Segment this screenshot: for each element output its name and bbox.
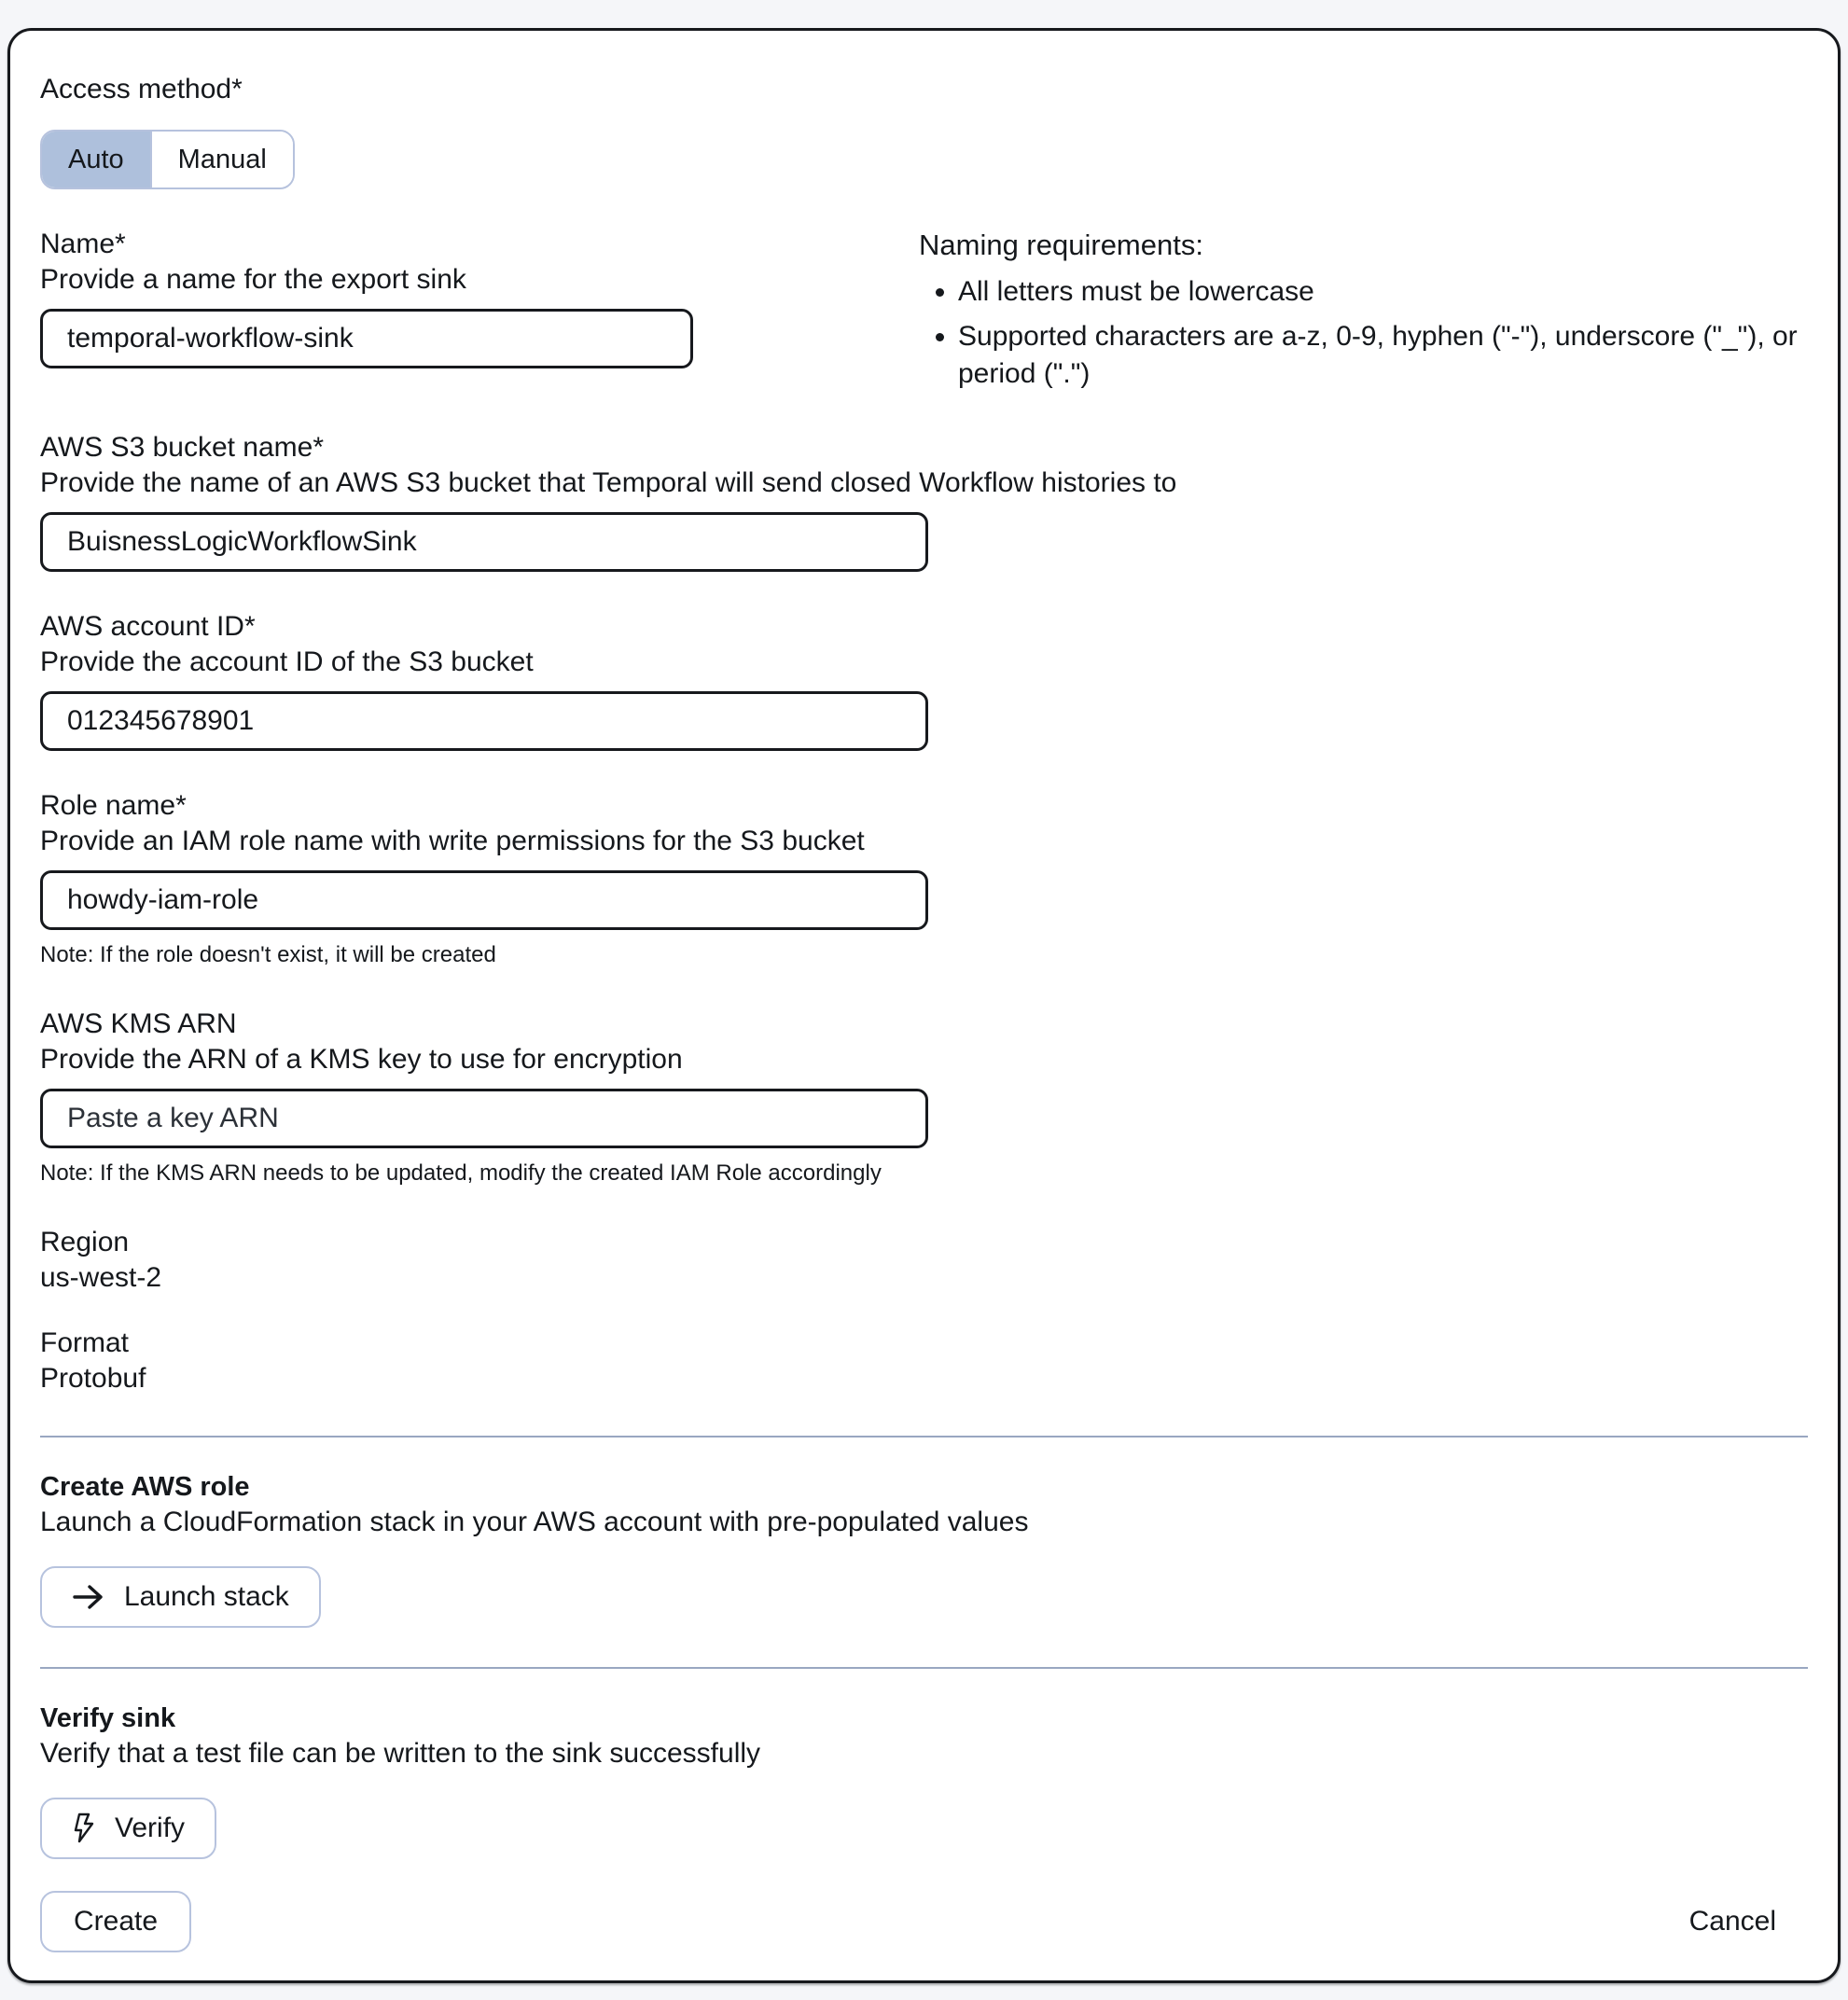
access-method-option-manual[interactable]: Manual: [150, 132, 293, 188]
arrow-right-icon: [72, 1582, 105, 1612]
account-id-input[interactable]: [40, 691, 928, 751]
format-label: Format: [40, 1327, 130, 1358]
region-value: us-west-2: [40, 1262, 162, 1293]
s3-bucket-description: Provide the name of an AWS S3 bucket that Temporal will send closed Workflow histories to: [40, 467, 1177, 498]
role-name-input[interactable]: [40, 870, 928, 930]
launch-stack-button-label: Launch stack: [124, 1581, 289, 1612]
role-name-field-group: [40, 788, 1808, 969]
name-and-requirements-row: [40, 227, 1808, 393]
naming-requirement-item: • All letters must be lowercase: [958, 273, 1802, 311]
kms-arn-field-group: [40, 1007, 1808, 1188]
create-aws-role-title: Create AWS role: [40, 1472, 250, 1502]
section-divider: [40, 1436, 1808, 1438]
launch-stack-button[interactable]: [40, 1566, 321, 1628]
s3-bucket-field-group: [40, 430, 1808, 572]
form-footer: [40, 1891, 1808, 1952]
account-id-label: AWS account ID*: [40, 611, 256, 642]
access-method-toggle: [40, 130, 295, 189]
name-field-group: [40, 227, 693, 368]
kms-arn-label: AWS KMS ARN: [40, 1008, 237, 1039]
create-aws-role-section: [40, 1469, 1808, 1628]
naming-requirement-item: • Supported characters are a-z, 0-9, hyphen ("-"), underscore ("_"), or period ("."): [958, 318, 1802, 393]
account-id-description: Provide the account ID of the S3 bucket: [40, 646, 534, 677]
create-button[interactable]: Create: [40, 1891, 191, 1952]
kms-arn-description: Provide the ARN of a KMS key to use for encryption: [40, 1044, 683, 1075]
name-input[interactable]: [40, 309, 693, 368]
role-name-description: Provide an IAM role name with write permissions for the S3 bucket: [40, 826, 865, 856]
verify-sink-title: Verify sink: [40, 1703, 176, 1733]
access-method-option-auto[interactable]: Auto: [42, 132, 150, 188]
account-id-field-group: [40, 609, 1808, 751]
verify-button[interactable]: [40, 1798, 216, 1859]
format-value: Protobuf: [40, 1363, 146, 1394]
region-label: Region: [40, 1227, 130, 1257]
access-method-label: Access method*: [40, 74, 243, 104]
name-label: Name*: [40, 229, 126, 259]
export-sink-form-card: [7, 28, 1841, 1983]
cancel-button[interactable]: Cancel: [1688, 1906, 1776, 1937]
s3-bucket-input[interactable]: [40, 512, 928, 572]
region-field-group: [40, 1225, 1808, 1296]
verify-sink-description: Verify that a test file can be written to the sink successfully: [40, 1738, 761, 1769]
kms-arn-input[interactable]: [40, 1089, 928, 1148]
section-divider: [40, 1667, 1808, 1669]
verify-sink-section: [40, 1701, 1808, 1859]
naming-requirements-list: [919, 273, 1802, 393]
format-field-group: [40, 1326, 1808, 1396]
create-aws-role-description: Launch a CloudFormation stack in your AWS account with pre-populated values: [40, 1507, 1029, 1537]
s3-bucket-label: AWS S3 bucket name*: [40, 432, 325, 463]
name-description: Provide a name for the export sink: [40, 264, 466, 295]
lightning-bolt-icon: [72, 1812, 96, 1844]
verify-button-label: Verify: [115, 1812, 186, 1843]
role-name-label: Role name*: [40, 790, 187, 821]
naming-requirements-title: Naming requirements:: [919, 229, 1203, 261]
kms-arn-note: Note: If the KMS ARN needs to be updated, modify the created IAM Role accordingly: [40, 1160, 882, 1186]
naming-requirements: [919, 227, 1808, 393]
role-name-note: Note: If the role doesn't exist, it will be created: [40, 942, 496, 967]
